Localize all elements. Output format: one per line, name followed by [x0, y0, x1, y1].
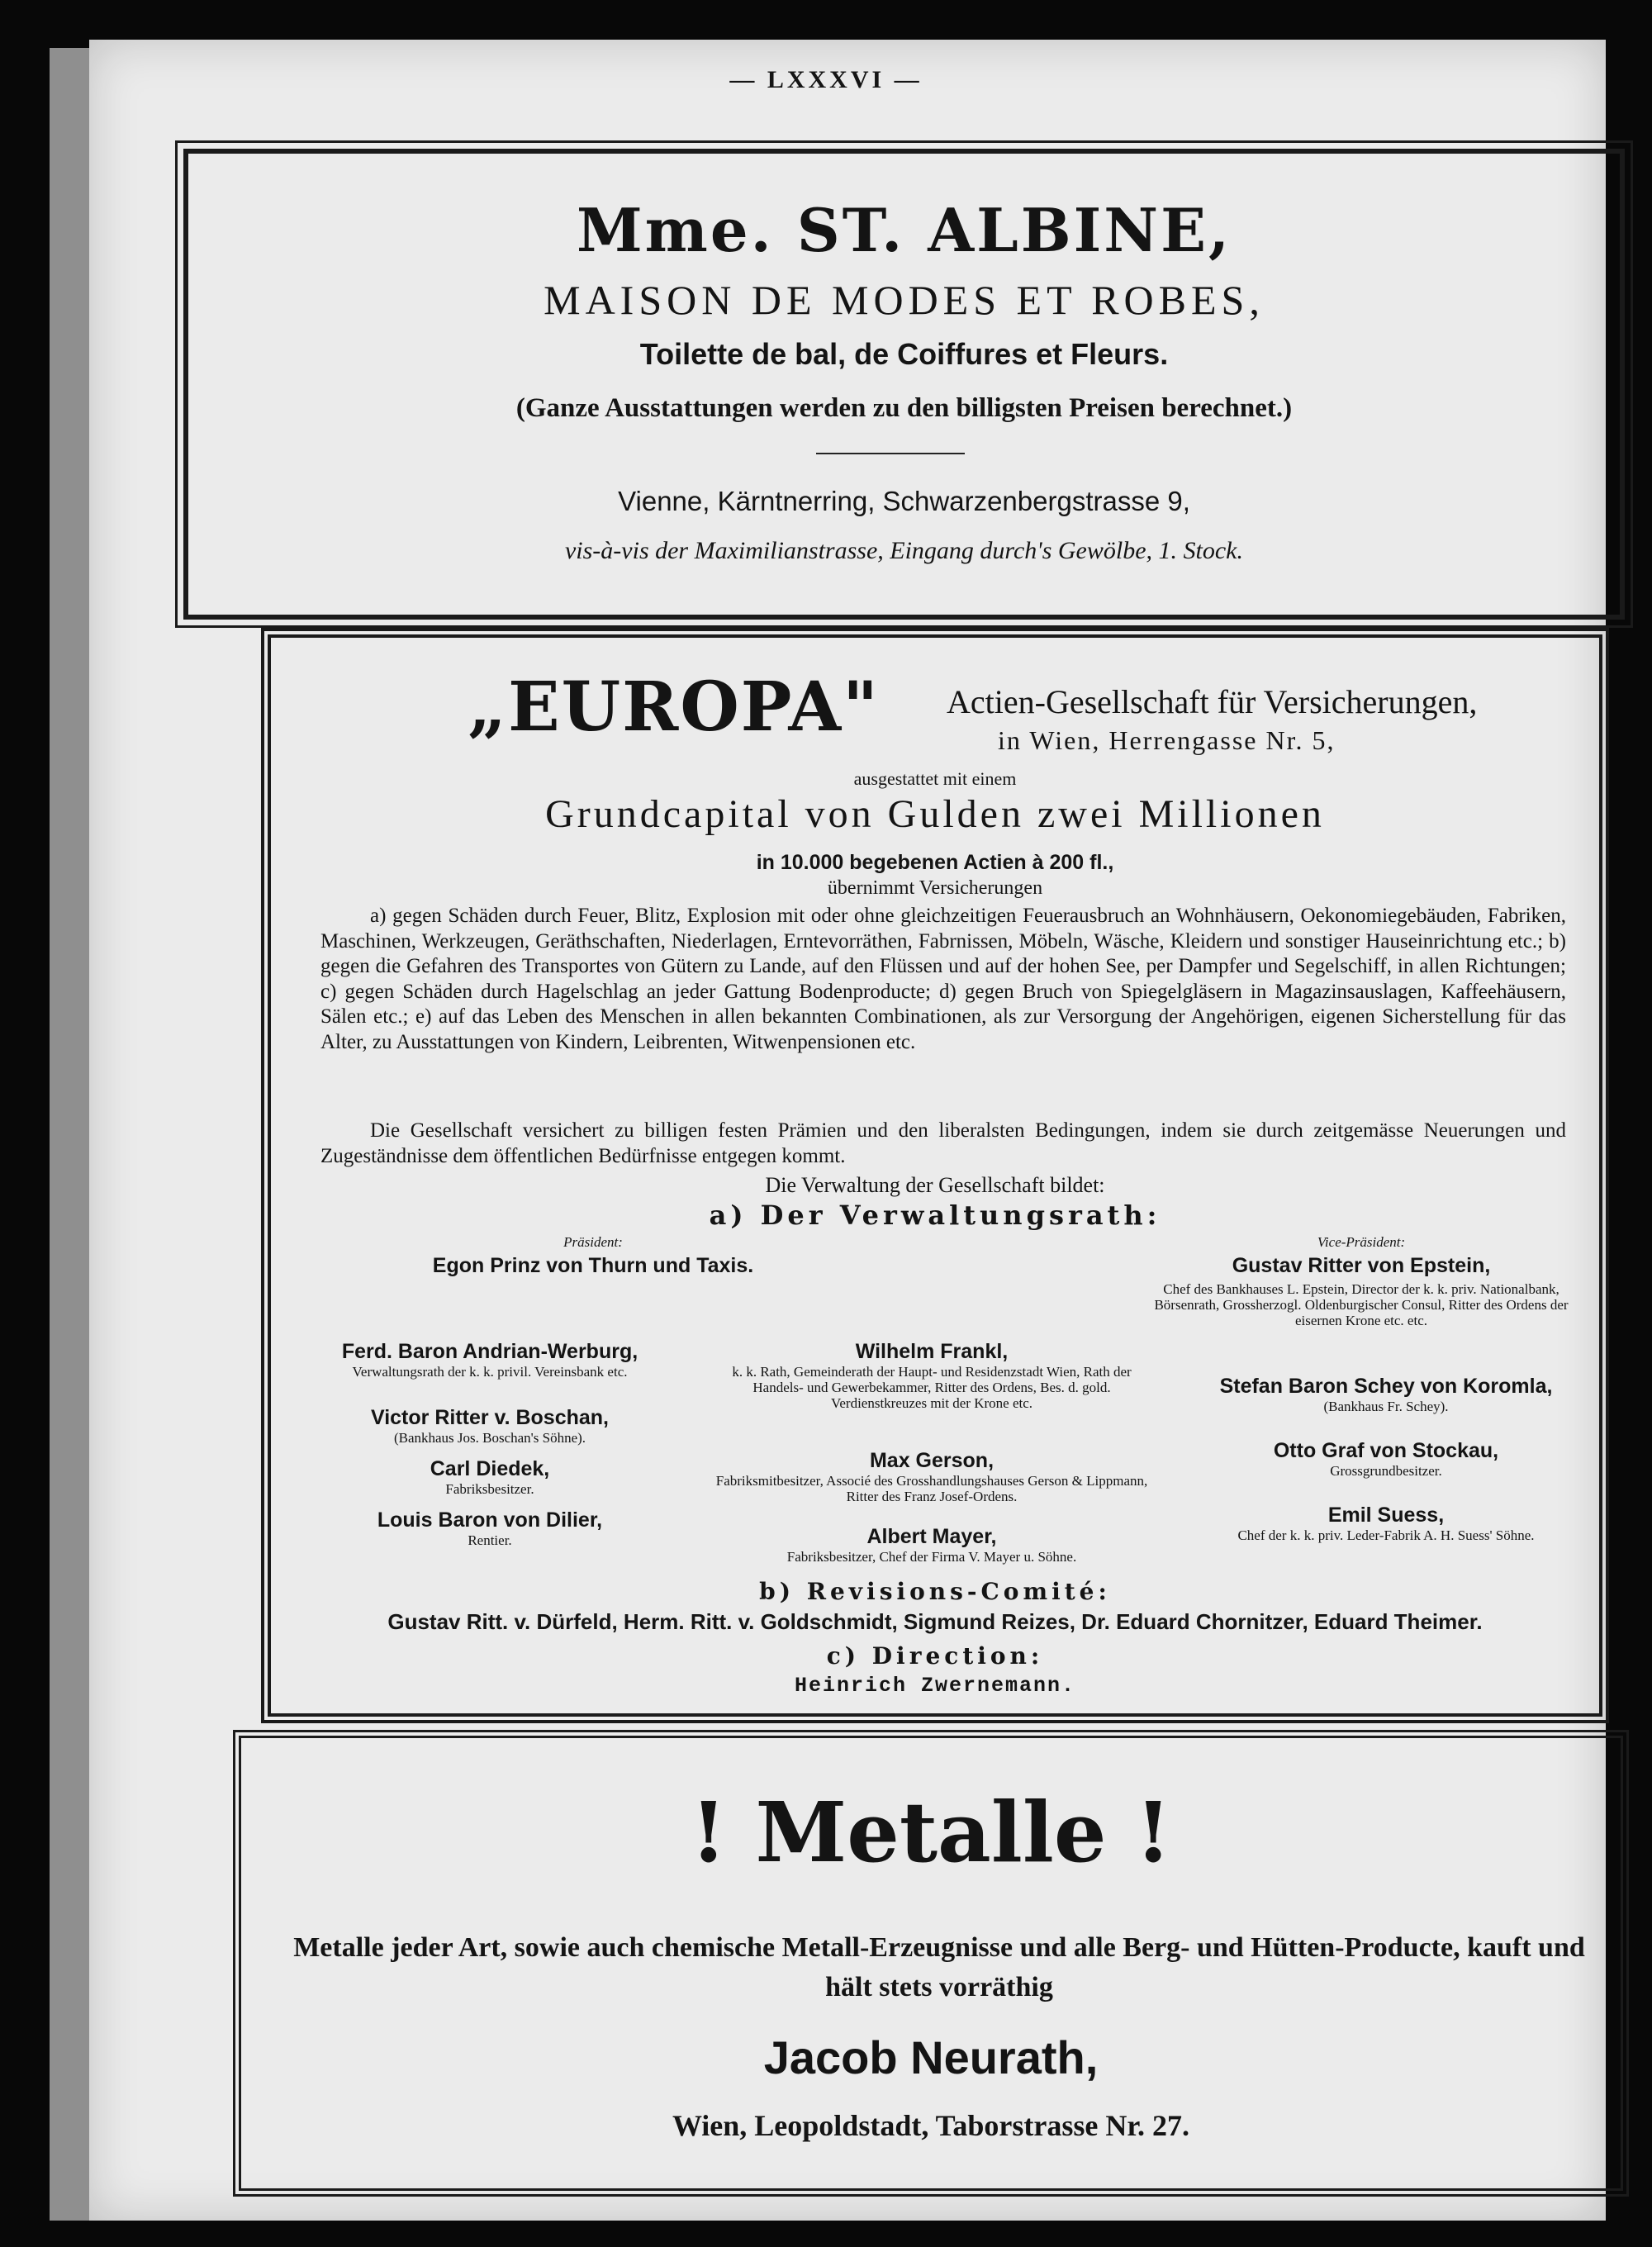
- metalle-title: ! Metalle !: [690, 1784, 1172, 1881]
- member: [296, 1508, 684, 1548]
- europa-board-heading: a) Der Verwaltungsrath:: [709, 1200, 1161, 1231]
- member: [709, 1525, 1155, 1565]
- member: [296, 1406, 684, 1457]
- member-name: Victor Ritter v. Boschan,: [370, 1406, 610, 1429]
- page-number: — LXXXVI —: [729, 66, 923, 93]
- members-center: [709, 1340, 1155, 1565]
- europa-direction-heading: c) Direction:: [826, 1642, 1044, 1670]
- vice-president-label: Vice-Präsident:: [1317, 1234, 1406, 1250]
- europa-revision-heading: b) Revisions-Comité:: [759, 1578, 1111, 1605]
- president-name: Egon Prinz von Thurn und Taxis.: [432, 1254, 754, 1277]
- member-title: Verwaltungsrath der k. k. privil. Vereinsbank etc.: [352, 1364, 628, 1380]
- member-title: (Bankhaus Jos. Boschan's Söhne).: [393, 1430, 586, 1446]
- ad-metalle: [233, 1730, 1629, 2197]
- ad-europa: [261, 628, 1609, 1723]
- member: [1188, 1375, 1584, 1439]
- st-albine-title: Mme. ST. ALBINE,: [576, 195, 1232, 265]
- vice-president-title: Chef des Bankhauses L. Epstein, Director der k. k. priv. Nationalbank, Börsenrath, Grossherzogl. Oldenburgischer Consul, Ritter des Ordens der eisernen Krone etc. etc.: [1154, 1281, 1569, 1328]
- st-albine-line2: (Ganze Ausstattungen werden zu den billigsten Preisen berechnet.): [515, 393, 1293, 423]
- member-name: Ferd. Baron Andrian-Werburg,: [341, 1340, 638, 1363]
- members-right: [1188, 1375, 1584, 1543]
- member: [709, 1340, 1155, 1449]
- st-albine-subtitle: MAISON DE MODES ET ROBES,: [544, 277, 1265, 323]
- vice-president-name: Gustav Ritter von Epstein,: [1232, 1254, 1491, 1277]
- member-title: Grossgrundbesitzer.: [1330, 1463, 1442, 1479]
- member-name: Otto Graf von Stockau,: [1273, 1439, 1499, 1462]
- europa-location: in Wien, Herrengasse Nr. 5,: [998, 725, 1336, 755]
- member: [296, 1457, 684, 1508]
- st-albine-address2: vis-à-vis der Maximilianstrasse, Eingang durch's Gewölbe, 1. Stock.: [564, 537, 1243, 564]
- europa-paragraph1: a) gegen Schäden durch Feuer, Blitz, Explosion mit oder ohne gleichzeitigen Feuerausbruch an Wohnhäusern, Oekonomiegebäuden, Fabriken, Maschinen, Werkzeugen, Geräthschaften, Niederlagen, Erntevorräthen, Fabrnissen, Möbeln, Wäsche, Kleidern und sonstiger Hauseinrichtung etc.; b) gegen die Gefahren des Transportes von Gütern zu Lande, auf den Flüssen und auf der hohen See, per Dampfer und Segelschiff, in allen Richtungen; c) gegen Schäden durch Hagelschlag an jeder Gattung Bodenproducte; d) gegen Bruch von Spiegelgläsern in Magazinsauslagen, Kaffeehäusern, Sälen etc.; e) auf das Leben des Menschen in allen bekannten Combinationen, als zur Versorgung der Angehörigen, eigenen Sicherstellung für das Alter, zu Ausstattungen von Kindern, Leibrenten, Witwenpensionen etc.: [320, 905, 1566, 1053]
- member-name: Louis Baron von Dilier,: [377, 1508, 603, 1532]
- europa-name: „EUROPA": [468, 667, 880, 747]
- europa-capital: Grundcapital von Gulden zwei Millionen: [545, 792, 1325, 836]
- europa-paragraph2: Die Gesellschaft versichert zu billigen festen Prämien und den liberalsten Bedingungen, indem sie durch zeitgemässe Neuerungen und Zugeständnisse dem öffentlichen Bedürfnisse entgegen kommt.: [320, 1119, 1566, 1167]
- member: [1188, 1504, 1584, 1543]
- member-name: Wilhelm Frankl,: [855, 1340, 1009, 1363]
- europa-revision-members: Gustav Ritt. v. Dürfeld, Herm. Ritt. v. Goldschmidt, Sigmund Reizes, Dr. Eduard Chornitzer, Eduard Theimer.: [387, 1609, 1483, 1634]
- member-title: k. k. Rath, Gemeinderath der Haupt- und Residenzstadt Wien, Rath der Handels- und Gewerbekammer, Ritter des Ordens, Bes. d. gold. Verdienstkreuzes mit der Krone etc.: [732, 1364, 1132, 1411]
- europa-admin-intro: Die Verwaltung der Gesellschaft bildet:: [765, 1173, 1105, 1197]
- member-name: Emil Suess,: [1327, 1504, 1445, 1527]
- europa-shares: in 10.000 begebenen Actien à 200 fl.,: [756, 851, 1114, 874]
- vice-president-block: [1146, 1234, 1576, 1328]
- divider: [816, 453, 965, 454]
- metalle-text: Metalle jeder Art, sowie auch chemische Metall-Erzeugnisse und alle Berg- und Hütten-Producte, kauft und hält stets vorräthig: [293, 1932, 1585, 2002]
- europa-direction-member: Heinrich Zwernemann.: [794, 1674, 1076, 1698]
- member: [1188, 1439, 1584, 1504]
- members-left: [296, 1340, 684, 1548]
- member-title: Rentier.: [468, 1532, 512, 1548]
- metalle-merchant: Jacob Neurath,: [763, 2031, 1099, 2083]
- member-title: Fabriksmitbesitzer, Associé des Grosshandlungshauses Gerson & Lippmann, Ritter des Franz Josef-Ordens.: [715, 1473, 1148, 1504]
- st-albine-address: Vienne, Kärntnerring, Schwarzenbergstrasse 9,: [618, 486, 1190, 516]
- europa-takes-over: übernimmt Versicherungen: [827, 877, 1043, 899]
- metalle-address: Wien, Leopoldstadt, Taborstrasse Nr. 27.: [672, 2109, 1190, 2142]
- member-title: Chef der k. k. priv. Leder-Fabrik A. H. Suess' Söhne.: [1237, 1527, 1535, 1543]
- europa-equipped: ausgestattet mit einem: [853, 768, 1017, 789]
- member-name: Carl Diedek,: [430, 1457, 550, 1480]
- member-name: Albert Mayer,: [866, 1525, 997, 1548]
- member-name: Max Gerson,: [869, 1449, 995, 1472]
- europa-company: Actien-Gesellschaft für Versicherungen,: [947, 683, 1478, 720]
- ad-st-albine: [183, 149, 1625, 620]
- member-title: (Bankhaus Fr. Schey).: [1323, 1399, 1449, 1414]
- st-albine-line1: Toilette de bal, de Coiffures et Fleurs.: [639, 337, 1169, 371]
- president-label: Präsident:: [563, 1234, 623, 1250]
- member: [296, 1340, 684, 1406]
- member-title: Fabriksbesitzer.: [445, 1481, 534, 1497]
- president-block: [420, 1234, 767, 1278]
- member-name: Stefan Baron Schey von Koromla,: [1219, 1375, 1553, 1398]
- member-title: Fabriksbesitzer, Chef der Firma V. Mayer u. Söhne.: [786, 1549, 1077, 1565]
- member: [709, 1449, 1155, 1525]
